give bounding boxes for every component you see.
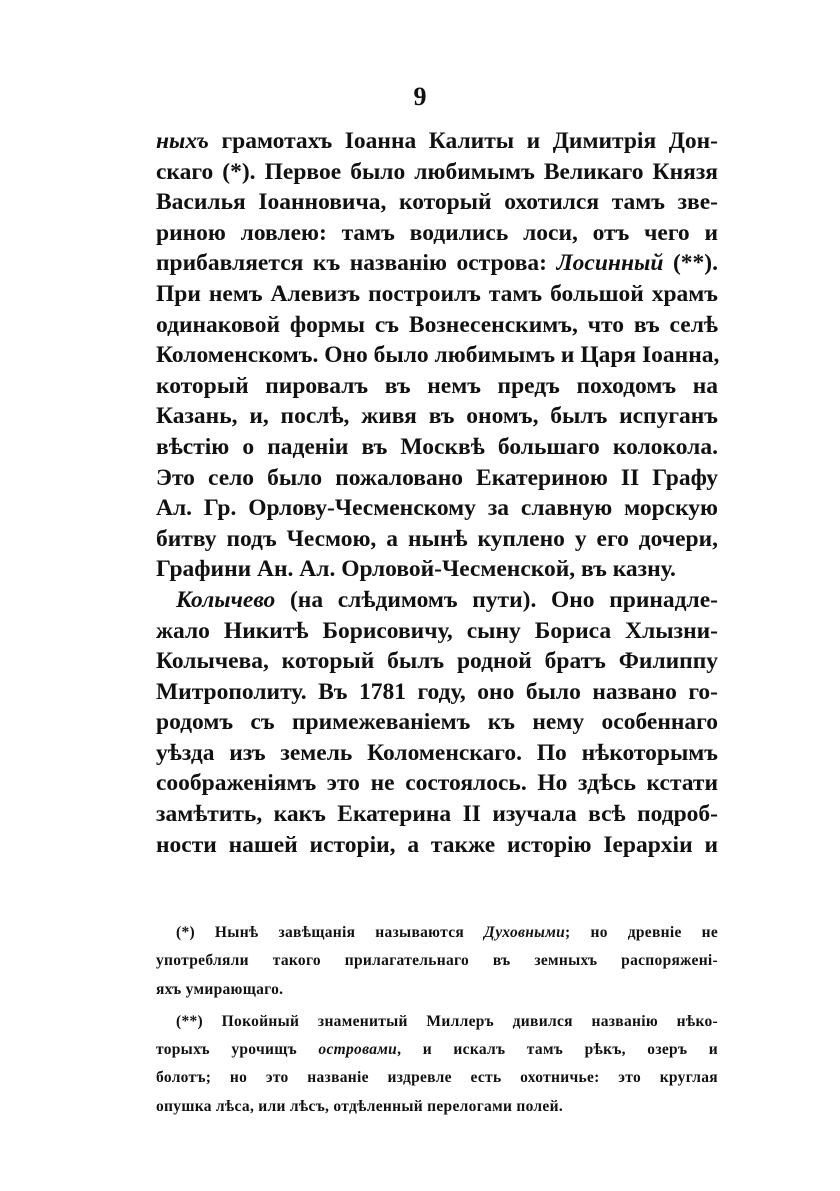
text-line: ныхъ грамотахъ Іоанна Калиты и Димитрія Дон-: [156, 128, 718, 154]
footnote-line: яхъ умирающаго.: [156, 980, 284, 998]
text-line: Митрополиту. Въ 1781 году, оно было названо го-: [156, 678, 718, 705]
text-line: риною ловлею: тамъ водились лоси, отъ чего и: [156, 219, 718, 246]
text-line: замѣтить, какъ Екатерина II изучала всѣ подроб-: [156, 801, 718, 828]
footnote-line: (**) Покойный знаменитый Миллеръ дивился названію нѣко-: [176, 1012, 718, 1030]
footnote-line: опушка лѣса, или лѣсъ, отдѣленный перелогами полей.: [156, 1097, 564, 1115]
footnote-line: (*) Нынѣ завѣщанія называются Духовными; но древніе не: [176, 924, 718, 941]
footnote-line: торыхъ урочищъ островами, и искалъ тамъ рѣкъ, озеръ и: [156, 1041, 718, 1059]
text-line: родомъ съ примежеваніемъ къ нему особеннаго: [156, 709, 718, 736]
body-text: [156, 126, 718, 860]
page-number: 9: [413, 82, 427, 111]
text-line: соображеніямъ это не состоялось. Но здѣсь кстати: [156, 770, 718, 797]
text-line: жало Никитѣ Борисовичу, сыну Бориса Хлызни-: [156, 617, 718, 644]
text-line: Графини Ан. Ал. Орловой-Чесменской, въ казну.: [156, 556, 676, 583]
footnote-line: употребляли такого прилагательнаго въ земныхъ распоряженi-: [156, 952, 718, 970]
text-line: Казань, и, послѣ, живя въ ономъ, былъ испуганъ: [156, 403, 718, 430]
text-line: прибавляется къ названію острова: Лосинный (**).: [156, 250, 718, 277]
text-line: вѣстію о паденіи въ Москвѣ большаго колокола.: [156, 433, 718, 460]
text-line: Колычево (на слѣдимомъ пути). Оно принадле-: [176, 586, 718, 613]
text-line: который пировалъ въ немъ предъ походомъ на: [156, 372, 718, 399]
text-line: ности нашей исторіи, а также исторію Іерархіи и: [156, 831, 718, 858]
footnotes: [156, 919, 718, 1121]
footnote-line: болотъ; но это названіе издревле есть охотничье: это круглая: [156, 1069, 718, 1087]
text-line: Василья Іоанновича, который охотился тамъ зве-: [156, 189, 718, 216]
text-line: скаго (*). Первое было любимымъ Великаго Князя: [156, 158, 718, 185]
text-line: Колычева, который былъ родной братъ Филиппу: [156, 648, 718, 675]
text-line: Это село было пожаловано Екатериною II Графу: [156, 464, 718, 491]
text-line: одинаковой формы съ Вознесенскимъ, что въ селѣ: [156, 311, 718, 338]
text-line: уѣзда изъ земель Коломенскаго. По нѣкоторымъ: [156, 739, 718, 766]
text-line: Ал. Гр. Орлову-Чесменскому за славную морскую: [156, 495, 718, 522]
text-line: битву подъ Чесмою, а нынѣ куплено у его дочери,: [156, 525, 718, 552]
text-line: При немъ Алевизъ построилъ тамъ большой храмъ: [156, 280, 718, 307]
text-line: Коломенскомъ. Оно было любимымъ и Царя Іоанна,: [156, 342, 720, 369]
